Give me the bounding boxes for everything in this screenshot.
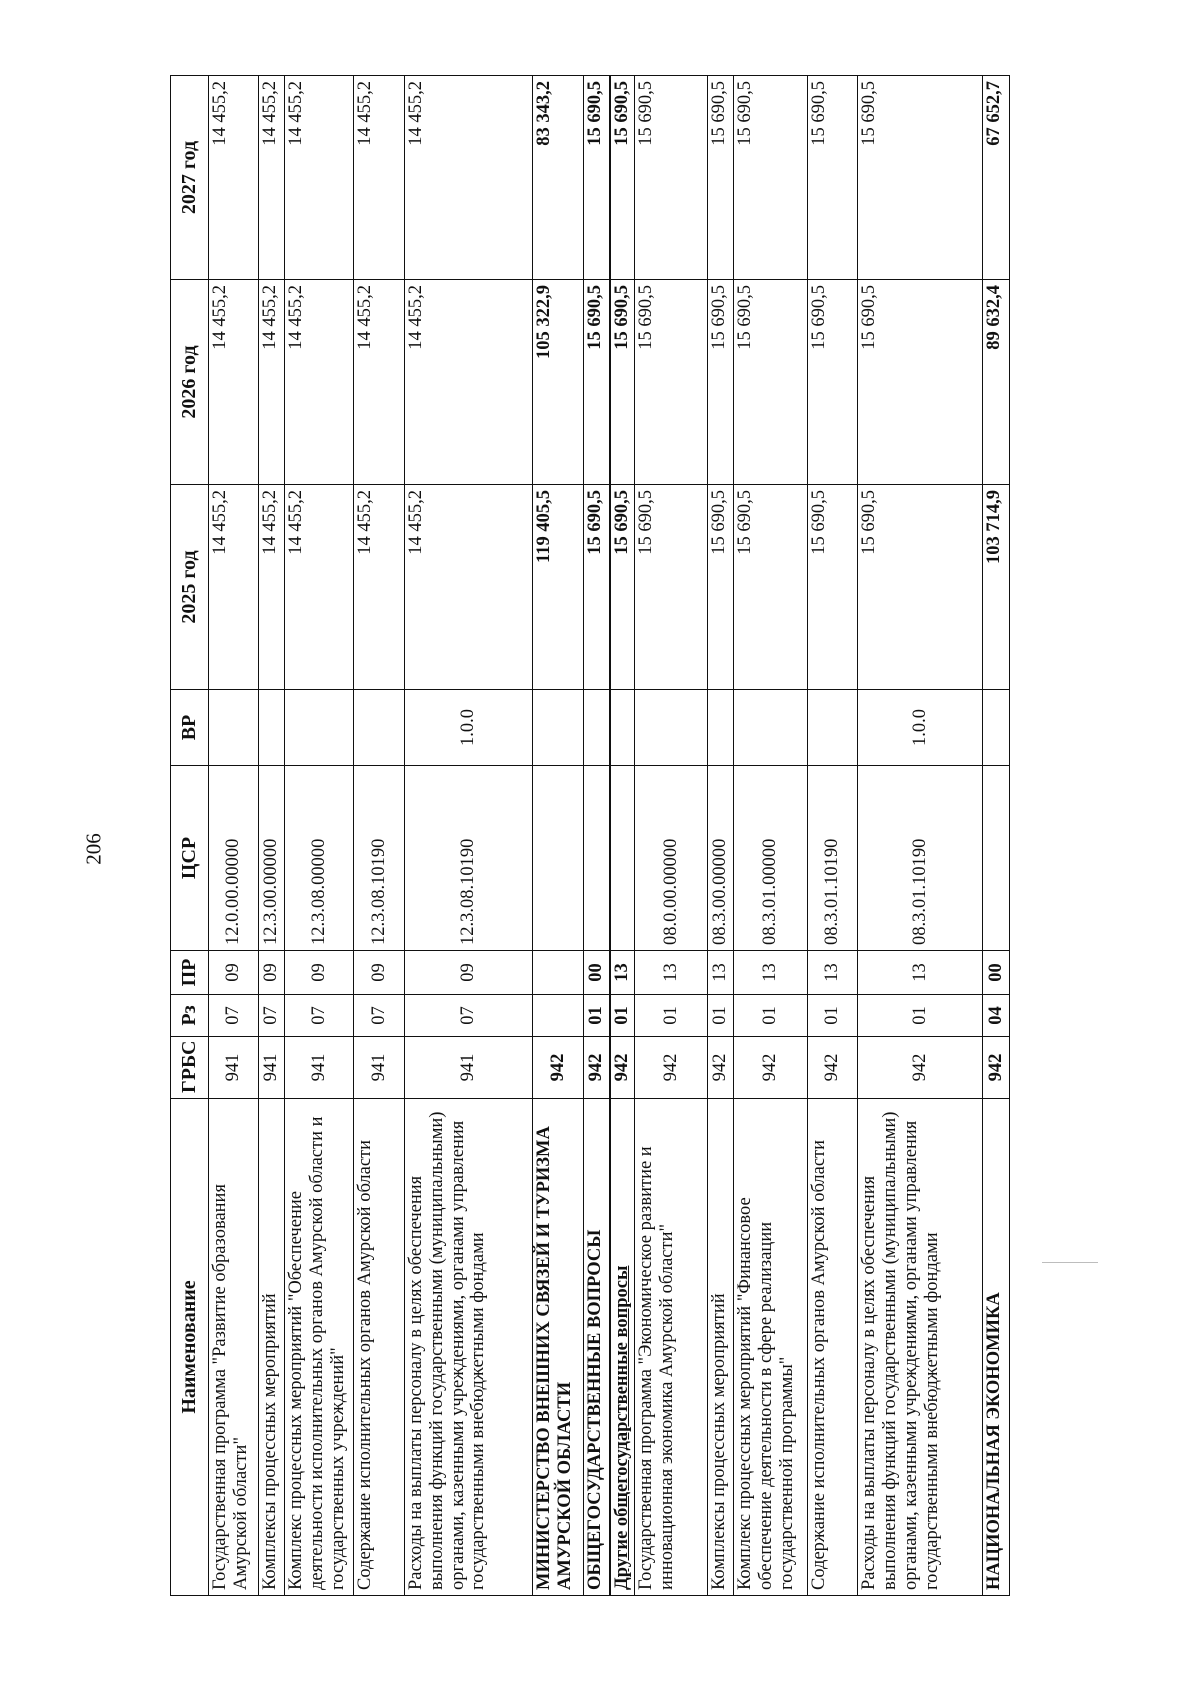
table-row — [734, 76, 807, 1596]
cell-csr: 08.3.01.10190 — [807, 766, 858, 951]
table-row — [634, 76, 707, 1596]
table-row — [807, 76, 858, 1596]
table-row — [533, 76, 584, 1596]
cell-2026: 14 455,2 — [285, 280, 354, 485]
cell-2025: 103 714,9 — [983, 485, 1010, 690]
cell-name: Комплекс процессных мероприятий "Обеспечение деятельности исполнительных органов Амурской области и государственных учреждений" — [285, 1099, 354, 1596]
cell-vr — [634, 690, 707, 766]
cell-rz: 07 — [285, 995, 354, 1037]
cell-csr — [533, 766, 584, 951]
cell-grbs: 941 — [405, 1037, 533, 1099]
cell-grbs: 942 — [583, 1037, 609, 1099]
cell-grbs: 942 — [734, 1037, 807, 1099]
cell-name: Комплекс процессных мероприятий "Финансовое обеспечение деятельности в сфере реализации государственной программы" — [734, 1099, 807, 1596]
cell-2027: 15 690,5 — [858, 76, 983, 280]
cell-grbs: 942 — [708, 1037, 734, 1099]
cell-2026: 89 632,4 — [983, 280, 1010, 485]
cell-csr — [583, 766, 609, 951]
cell-grbs: 942 — [983, 1037, 1010, 1099]
cell-2027: 15 690,5 — [583, 76, 609, 280]
header-vr: ВР — [171, 690, 209, 766]
cell-2025: 14 455,2 — [209, 485, 259, 690]
budget-table — [170, 75, 1010, 1596]
scan-mark — [1042, 1262, 1098, 1263]
cell-2027: 67 652,7 — [983, 76, 1010, 280]
cell-rz: 01 — [858, 995, 983, 1037]
cell-2025: 14 455,2 — [405, 485, 533, 690]
header-csr: ЦСР — [171, 766, 209, 951]
cell-csr: 12.3.08.10190 — [354, 766, 405, 951]
page-number: 206 — [81, 833, 106, 865]
cell-2027: 15 690,5 — [708, 76, 734, 280]
cell-csr: 08.3.01.00000 — [734, 766, 807, 951]
cell-2027: 14 455,2 — [285, 76, 354, 280]
cell-pr: 09 — [258, 951, 284, 995]
table-row — [209, 76, 259, 1596]
cell-pr: 09 — [285, 951, 354, 995]
cell-name: Расходы на выплаты персоналу в целях обеспечения выполнения функций государственными (муниципальными) органами, казенными учреждениями, органами управления государственными внебюджетными фондами — [858, 1099, 983, 1596]
cell-2026: 15 690,5 — [634, 280, 707, 485]
cell-grbs: 941 — [285, 1037, 354, 1099]
cell-2027: 15 690,5 — [634, 76, 707, 280]
cell-2026: 14 455,2 — [209, 280, 259, 485]
cell-2027: 15 690,5 — [734, 76, 807, 280]
cell-csr: 12.3.08.10190 — [405, 766, 533, 951]
cell-grbs: 941 — [258, 1037, 284, 1099]
cell-2025: 15 690,5 — [858, 485, 983, 690]
table-row — [354, 76, 405, 1596]
cell-rz: 01 — [734, 995, 807, 1037]
cell-csr — [610, 766, 635, 951]
table-row — [858, 76, 983, 1596]
cell-pr: 13 — [610, 951, 635, 995]
cell-2026: 14 455,2 — [258, 280, 284, 485]
cell-pr: 00 — [583, 951, 609, 995]
cell-pr: 13 — [807, 951, 858, 995]
cell-2027: 14 455,2 — [405, 76, 533, 280]
cell-pr: 00 — [983, 951, 1010, 995]
cell-vr: 1.0.0 — [405, 690, 533, 766]
cell-pr: 13 — [708, 951, 734, 995]
cell-name: Государственная программа "Развитие образования Амурской области" — [209, 1099, 259, 1596]
cell-2025: 15 690,5 — [708, 485, 734, 690]
cell-name: ОБЩЕГОСУДАРСТВЕННЫЕ ВОПРОСЫ — [583, 1099, 609, 1596]
cell-2027: 14 455,2 — [354, 76, 405, 280]
cell-csr: 12.0.00.00000 — [209, 766, 259, 951]
cell-rz: 01 — [610, 995, 635, 1037]
cell-vr — [354, 690, 405, 766]
cell-vr — [807, 690, 858, 766]
header-2026: 2026 год — [171, 280, 209, 485]
cell-vr — [533, 690, 584, 766]
header-name: Наименование — [171, 1099, 209, 1596]
cell-name: МИНИСТЕРСТВО ВНЕШНИХ СВЯЗЕЙ И ТУРИЗМА АМУРСКОЙ ОБЛАСТИ — [533, 1099, 584, 1596]
cell-rz — [533, 995, 584, 1037]
cell-2026: 15 690,5 — [734, 280, 807, 485]
header-2025: 2025 год — [171, 485, 209, 690]
cell-csr: 08.0.00.00000 — [634, 766, 707, 951]
cell-2027: 14 455,2 — [209, 76, 259, 280]
cell-name-text: Другие общегосударственные вопросы — [611, 1265, 632, 1590]
cell-2025: 15 690,5 — [583, 485, 609, 690]
cell-rz: 07 — [354, 995, 405, 1037]
cell-rz: 04 — [983, 995, 1010, 1037]
cell-2025: 15 690,5 — [610, 485, 635, 690]
cell-2026: 14 455,2 — [354, 280, 405, 485]
cell-pr — [533, 951, 584, 995]
table-row — [610, 76, 635, 1596]
cell-2027: 15 690,5 — [807, 76, 858, 280]
cell-name: Государственная программа "Экономическое развитие и инновационная экономика Амурской области" — [634, 1099, 707, 1596]
table-row — [405, 76, 533, 1596]
cell-name: Комплексы процессных мероприятий — [708, 1099, 734, 1596]
cell-pr: 09 — [405, 951, 533, 995]
cell-vr — [734, 690, 807, 766]
table-row — [983, 76, 1010, 1596]
cell-rz: 01 — [807, 995, 858, 1037]
cell-2025: 14 455,2 — [354, 485, 405, 690]
rotated-table-container — [170, 76, 1010, 1596]
cell-2025: 15 690,5 — [734, 485, 807, 690]
header-rz: Рз — [171, 995, 209, 1037]
cell-2026: 15 690,5 — [858, 280, 983, 485]
cell-grbs: 942 — [533, 1037, 584, 1099]
cell-rz: 07 — [209, 995, 259, 1037]
cell-rz: 07 — [405, 995, 533, 1037]
cell-vr — [983, 690, 1010, 766]
table-row — [708, 76, 734, 1596]
cell-2025: 15 690,5 — [807, 485, 858, 690]
cell-csr — [983, 766, 1010, 951]
cell-name: Расходы на выплаты персоналу в целях обеспечения выполнения функций государственными (муниципальными) органами, казенными учреждениями, органами управления государственными внебюджетными фондами — [405, 1099, 533, 1596]
header-pr: ПР — [171, 951, 209, 995]
cell-2025: 14 455,2 — [285, 485, 354, 690]
cell-name: Содержание исполнительных органов Амурской области — [807, 1099, 858, 1596]
cell-name — [610, 1099, 635, 1596]
cell-pr: 09 — [354, 951, 405, 995]
cell-2026: 105 322,9 — [533, 280, 584, 485]
cell-rz: 07 — [258, 995, 284, 1037]
cell-rz: 01 — [708, 995, 734, 1037]
cell-2025: 14 455,2 — [258, 485, 284, 690]
cell-pr: 09 — [209, 951, 259, 995]
cell-2027: 14 455,2 — [258, 76, 284, 280]
cell-grbs: 942 — [610, 1037, 635, 1099]
cell-rz: 01 — [634, 995, 707, 1037]
cell-name: НАЦИОНАЛЬНАЯ ЭКОНОМИКА — [983, 1099, 1010, 1596]
cell-name: Комплексы процессных мероприятий — [258, 1099, 284, 1596]
cell-csr: 12.3.00.00000 — [258, 766, 284, 951]
cell-2026: 14 455,2 — [405, 280, 533, 485]
cell-vr — [209, 690, 259, 766]
cell-vr — [708, 690, 734, 766]
cell-grbs: 941 — [209, 1037, 259, 1099]
cell-pr: 13 — [858, 951, 983, 995]
cell-2025: 119 405,5 — [533, 485, 584, 690]
cell-2027: 83 343,2 — [533, 76, 584, 280]
cell-grbs: 942 — [858, 1037, 983, 1099]
cell-2027: 15 690,5 — [610, 76, 635, 280]
cell-csr: 08.3.00.00000 — [708, 766, 734, 951]
cell-vr — [583, 690, 609, 766]
table-row — [258, 76, 284, 1596]
cell-2026: 15 690,5 — [610, 280, 635, 485]
cell-pr: 13 — [634, 951, 707, 995]
table-row — [583, 76, 609, 1596]
cell-2026: 15 690,5 — [583, 280, 609, 485]
table-row — [285, 76, 354, 1596]
cell-rz: 01 — [583, 995, 609, 1037]
table-header-row — [171, 76, 209, 1596]
cell-vr: 1.0.0 — [858, 690, 983, 766]
header-grbs: ГРБС — [171, 1037, 209, 1099]
cell-vr — [258, 690, 284, 766]
cell-2026: 15 690,5 — [708, 280, 734, 485]
cell-2025: 15 690,5 — [634, 485, 707, 690]
cell-grbs: 942 — [634, 1037, 707, 1099]
cell-csr: 08.3.01.10190 — [858, 766, 983, 951]
cell-pr: 13 — [734, 951, 807, 995]
cell-csr: 12.3.08.00000 — [285, 766, 354, 951]
cell-grbs: 941 — [354, 1037, 405, 1099]
cell-vr — [285, 690, 354, 766]
cell-grbs: 942 — [807, 1037, 858, 1099]
header-2027: 2027 год — [171, 76, 209, 280]
cell-2026: 15 690,5 — [807, 280, 858, 485]
cell-vr — [610, 690, 635, 766]
cell-name: Содержание исполнительных органов Амурской области — [354, 1099, 405, 1596]
